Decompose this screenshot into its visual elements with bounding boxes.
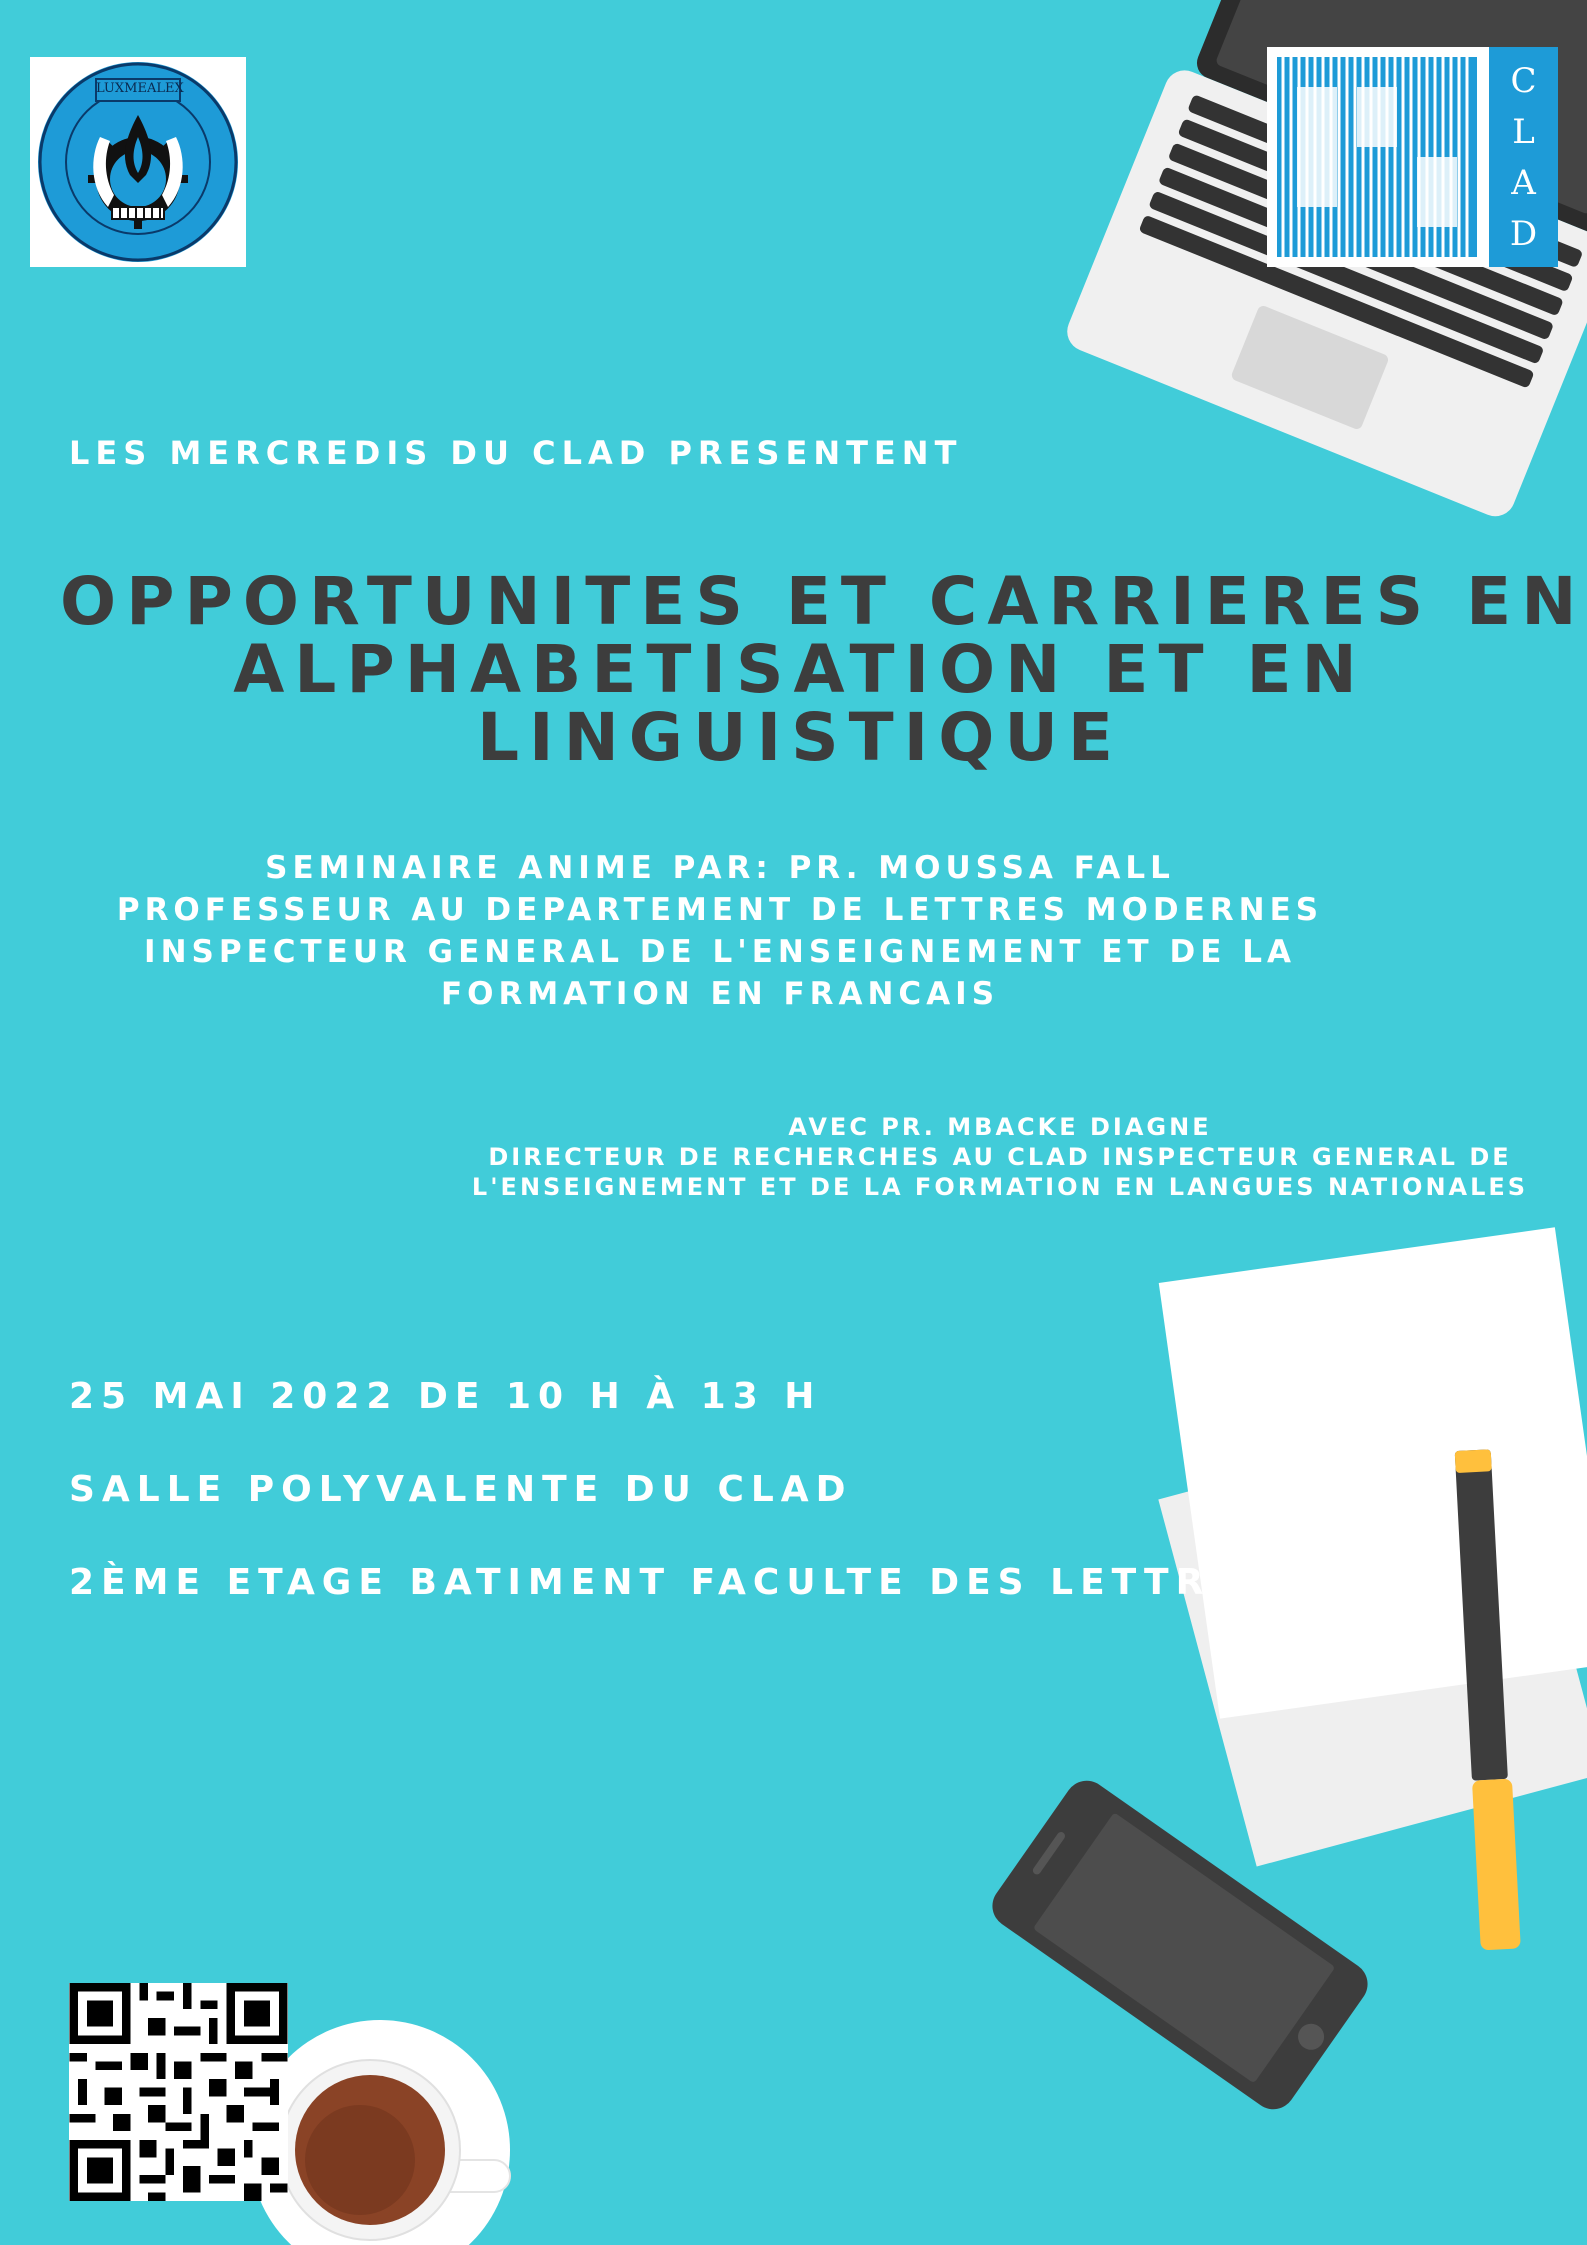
qr-code-icon <box>69 1983 288 2201</box>
clad-letter: L <box>1512 111 1535 152</box>
event-date: 25 MAI 2022 DE 10 H À 13 H <box>69 1376 822 1417</box>
smartphone-illustration <box>980 1770 1380 2120</box>
seminar-line: SEMINAIRE ANIME PAR: PR. MOUSSA FALL <box>265 850 1175 886</box>
clad-letter: C <box>1510 60 1537 101</box>
poster-title <box>60 563 1587 776</box>
seminar-speaker-block <box>80 847 1360 1015</box>
title-line: OPPORTUNITES ET CARRIERES EN <box>60 563 1587 640</box>
clad-logo <box>1267 47 1558 267</box>
seminar-line: INSPECTEUR GENERAL DE L'ENSEIGNEMENT ET DE LA <box>144 934 1296 970</box>
title-line: LINGUISTIQUE <box>476 699 1124 776</box>
qr-code[interactable] <box>69 1983 288 2201</box>
seal-motto-word: LEX <box>156 81 184 96</box>
seal-motto-word: MEA <box>124 81 157 96</box>
university-logo <box>30 57 246 267</box>
clad-letter: A <box>1511 163 1536 204</box>
seminar-line: FORMATION EN FRANCAIS <box>440 976 1000 1012</box>
seal-motto <box>96 81 184 96</box>
guest-speaker-block <box>470 1112 1530 1202</box>
guest-line: L'ENSEIGNEMENT ET DE LA FORMATION EN LANGUES NATIONALES <box>471 1173 1529 1201</box>
title-line: ALPHABETISATION ET EN <box>233 631 1367 708</box>
seal-motto-word: LUX <box>96 81 125 96</box>
guest-line: DIRECTEUR DE RECHERCHES AU CLAD INSPECTEUR GENERAL DE <box>488 1143 1512 1171</box>
event-location: 2ÈME ETAGE BATIMENT FACULTE DES LETTRES <box>69 1562 1275 1603</box>
clad-letters <box>1489 55 1558 260</box>
event-venue: SALLE POLYVALENTE DU CLAD <box>69 1469 853 1510</box>
guest-line: AVEC PR. MBACKE DIAGNE <box>788 1113 1212 1141</box>
paper-sheet-front <box>1159 1227 1587 1718</box>
clad-letter: D <box>1509 214 1538 255</box>
presenter-line: LES MERCREDIS DU CLAD PRESENTENT <box>69 434 963 472</box>
seminar-line: PROFESSEUR AU DEPARTEMENT DE LETTRES MODERNES <box>116 892 1324 928</box>
